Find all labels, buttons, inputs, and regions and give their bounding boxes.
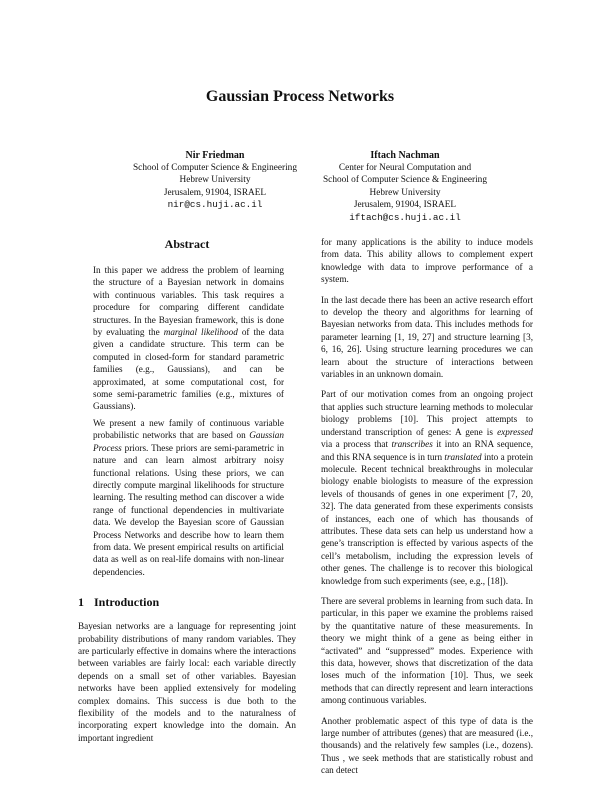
body-paragraph: Part of our motivation comes from an ongoing project that applies such structure learning methods to molecular biology problems [10]. This project attempts to understand transcription of genes: A gene is expressed via a process that transcribes it into an RNA sequence, and this RNA sequence is in turn translated into a protein molecule. Recent technical breakthroughs in molecular biology enable biologists to measure of the expression levels of thousands of genes in one experiment [7, 20, 32]. The data generated from these experiments consists of instances, each one of which has thousands of attributes. These data sets can help us understand how a gene’s transcription is effected by various aspects of the cell’s metabolism, including the expression levels of other genes. The challenge is to recover this biological knowledge from such experiments (see, e.g., [18]). (321, 389, 533, 586)
affiliation-line: Jerusalem, 91904, ISRAEL (163, 187, 267, 198)
author-email: iftach@cs.huji.ac.il (349, 211, 461, 223)
body-paragraph: There are several problems in learning from such data. In particular, in this paper we examine the problems raised by the quantitative nature of these measurements. In theory we might think of a gene as being either in “activated” and “suppressed” modes. Experience with this data, however, shows that discretization of the data loses much of the information [10]. Thus, we seek methods that can directly represent and learn interactions among continuous variables. (321, 595, 533, 706)
body-paragraph: for many applications is the ability to induce models from data. This ability allows to complement expert knowledge with data to improve performance of a system. (321, 237, 533, 285)
right-column (321, 236, 533, 785)
author-name: Iftach Nachman (370, 150, 440, 161)
affiliation-line: Hebrew University (369, 187, 441, 198)
body-paragraph: Bayesian networks are a language for representing joint probability distributions of many random variables. They are particularly effective in domains where the interactions between variables are fairly local: each variable directly depends on a small set of other variables. Bayesian networks have been applied extensively for modeling complex domains. This success is due both to the flexibility of the models and to the naturalness of incorporating expert knowledge into the domain. An important ingredient (78, 621, 296, 743)
body-paragraph: In the last decade there has been an active research effort to develop the theory and algorithms for learning of Bayesian networks from data. This includes methods for parameter learning [1, 19, 27] and structure learning [3, 6, 16, 26]. Using structure learning procedures we can learn about the structure of interactions between variables in an unknown domain. (321, 294, 533, 380)
abstract-paragraph: We present a new family of continuous variable probabilistic networks that are based on Gaussian Process priors. These priors are semi-parametric in nature and can learn almost arbitrary noisy functional relations. Using these priors, we can directly compute marginal likelihoods for structure learning. The resulting method can discover a wide range of functional dependencies in multivariate data. We develop the Bayesian score of Gaussian Process Networks and describe how to learn them from data. We present empirical results on artificial data as well as on real-life domains with non-linear dependencies. (93, 417, 284, 577)
body-paragraph: Another problematic aspect of this type of data is the large number of attributes (genes) that are measured (i.e., thousands) and the relatively few samples (i.e., dozens). Thus , we seek methods that are statistically robust and can detect (321, 715, 533, 776)
author-email: nir@cs.huji.ac.il (167, 199, 263, 211)
author-name: Nir Friedman (185, 150, 245, 161)
affiliation-line: Jerusalem, 91904, ISRAEL (353, 200, 457, 211)
author-block-friedman (110, 149, 320, 212)
paper-title: Gaussian Process Networks (205, 88, 395, 105)
affiliation-line: Center for Neural Computation and (338, 163, 472, 173)
affiliation-line: School of Computer Science & Engineering (133, 163, 297, 173)
abstract-section (78, 236, 296, 578)
abstract-heading: Abstract (164, 237, 210, 251)
introduction-body (78, 620, 296, 744)
affiliation-line: Hebrew University (179, 175, 251, 186)
left-column (78, 236, 296, 752)
affiliation-line: School of Computer Science & Engineering (323, 175, 487, 186)
author-block-nachman (300, 149, 510, 224)
abstract-paragraph: In this paper we address the problem of learning the structure of a Bayesian network in domains with continuous variables. This task requires a procedure for comparing different candidate structures. In the Bayesian framework, this is done by evaluating the marginal likelihood of the data given a candidate structure. This term can be computed in closed-form for standard parametric families (e.g., Gaussians), and can be approximated, at some computational cost, for some semi-parametric families (e.g., mixtures of Gaussians). (93, 265, 285, 412)
section-heading-introduction: 1 Introduction (78, 595, 160, 610)
